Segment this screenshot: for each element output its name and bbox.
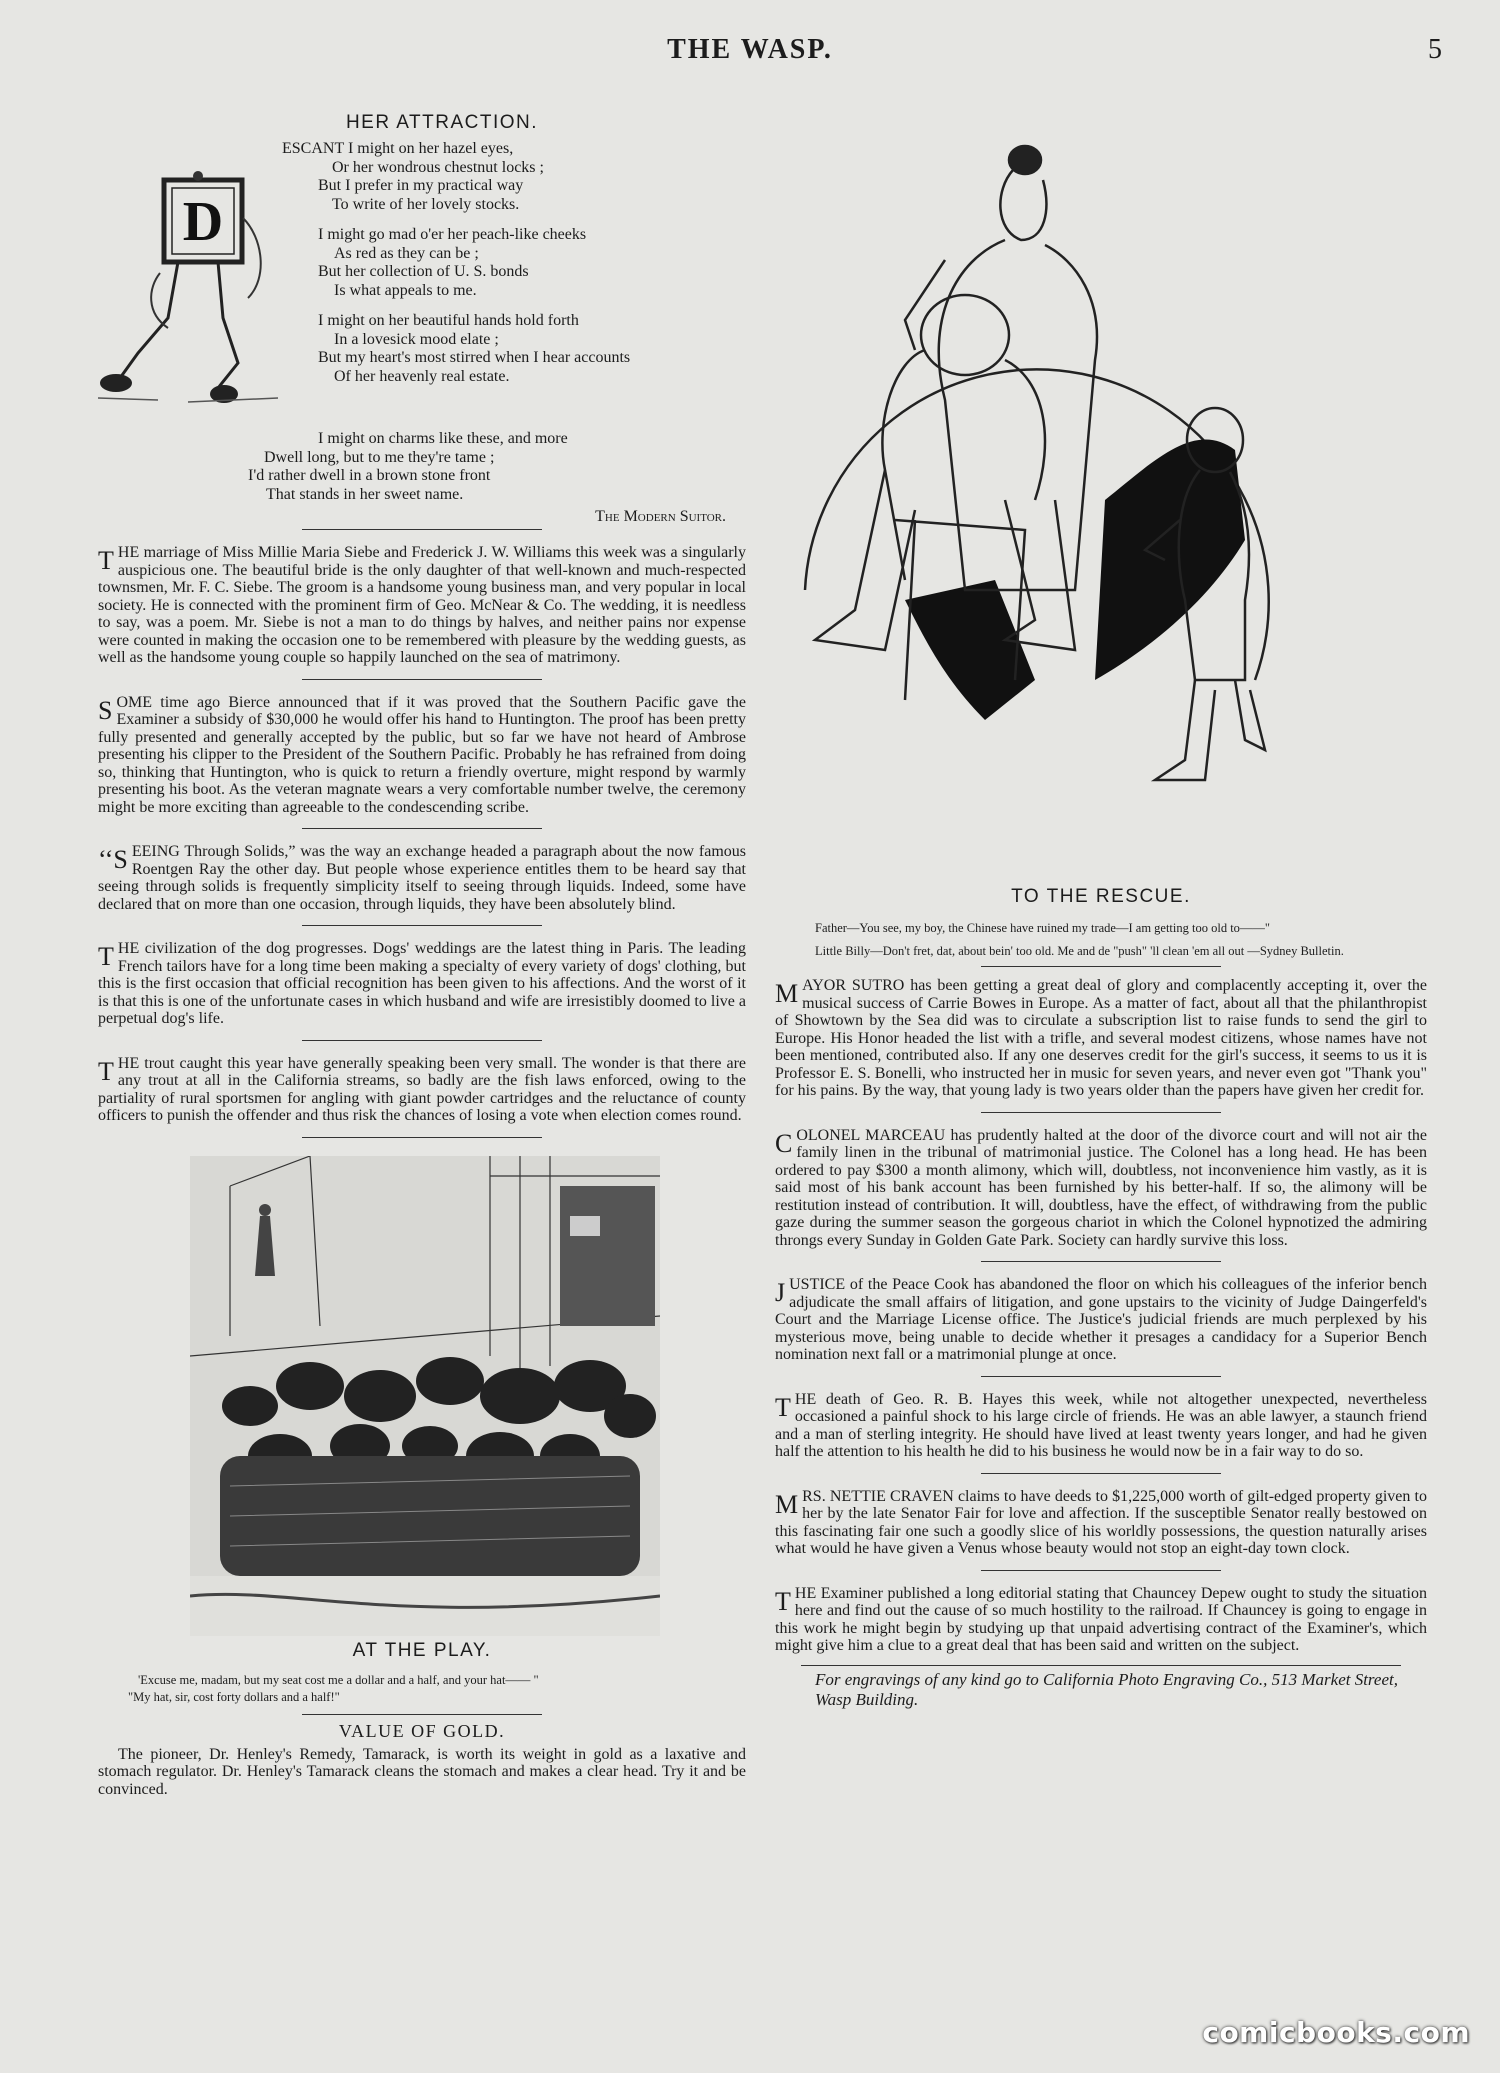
article-text: OLONEL MARCEAU has prudently halted at the door of the divorce court and will not air the family linen in the tribunal of matrimonial justice. The Colonel has a long head. He has been ordered to pay $300 a month alimony, which will, doubtless, not inconvenience him vastly, as it is said most of his bank account has been furnished by his better-half. If so, the alimony will be restitution instead of contribution. It will, doubtless, have the effect, of withdrawing from the public gaze during the summer season the gorgeous chariot in which the Colonel hypnotized the admiring throngs every Sunday in Golden Gate Park. Society can hardly survive this loss. [775, 1126, 1427, 1249]
site-watermark: comicbooks.com [1202, 2016, 1470, 2049]
drop-letter: T [775, 1586, 791, 1616]
drop-letter: ‘‘S [98, 845, 128, 874]
poem-line: But her collection of U. S. bonds [318, 263, 529, 280]
left-column [98, 112, 746, 1798]
article-text: HE trout caught this year have generally speaking been very small. The wonder is that there are any trout at all in the California streams, so badly are the fish laws enforced, owing to the partiality of rural sportsmen for angling with giant powder cartridges and the reluctance of county officers to punish the offender and thus risk the chances of losing a vote when election comes round. [98, 1054, 746, 1124]
poem-final-stanza [248, 430, 748, 527]
article-paragraph [775, 1391, 1427, 1461]
poem-stanza [282, 226, 742, 300]
poem-line: But my heart's most stirred when I hear accounts [318, 349, 631, 366]
poem-line: ESCANT I might on her hazel eyes, [282, 140, 514, 157]
poem-block [98, 140, 746, 525]
article-paragraph [98, 694, 746, 817]
article-text: RS. NETTIE CRAVEN claims to have deeds to $1,225,000 worth of gilt-edged property given to her by the late Senator Fair for love and affection. If the susceptible Senator really bestowed on this fascinating fair one such a goodly slice of his worldly possessions, the question naturally arises what would he have given a Venus whose beauty would not stop an eight-day town clock. [775, 1487, 1427, 1557]
article-text: USTICE of the Peace Cook has abandoned the floor on which his colleagues of the inferior bench adjudicate the small affairs of litigation, and gone upstairs to the vicinity of Judge Daingerfeld's Court and the Marriage License office. The Justice's judicial friends are much perplexed by his mysterious move, being unable to decide whether it presages a candidacy for a Superior Bench nomination next fall or a matrimonial plunge at once. [775, 1276, 1427, 1363]
poem-line: I might on charms like these, and more [318, 430, 568, 447]
poem-line: Or her wondrous chestnut locks ; [332, 158, 544, 176]
her-attraction-heading: HER ATTRACTION. [345, 112, 539, 133]
divider [302, 828, 542, 829]
divider [981, 966, 1221, 967]
value-of-gold-heading: VALUE OF GOLD. [338, 1720, 506, 1741]
article-paragraph [775, 977, 1427, 1100]
divider [302, 1137, 542, 1138]
drop-letter: T [775, 1392, 791, 1422]
divider [302, 1714, 542, 1715]
poem-signature: The Modern Suitor. [595, 508, 726, 525]
poem-line: I might go mad o'er her peach-like cheeks [318, 226, 587, 243]
to-the-rescue-illustration [775, 120, 1427, 890]
poem-line: I might on her beautiful hands hold forth [318, 312, 579, 329]
drop-letter: C [775, 1128, 793, 1158]
article-paragraph [98, 1055, 746, 1125]
frame-holder-figure [98, 148, 288, 408]
divider [302, 1040, 542, 1041]
divider [981, 1376, 1221, 1377]
article-paragraph [775, 1585, 1427, 1655]
article-paragraph [98, 544, 746, 667]
article-paragraph [775, 1488, 1427, 1558]
article-text: HE marriage of Miss Millie Maria Siebe and Frederick J. W. Williams this week was a singularly auspicious one. The beautiful bride is the only daughter of that well-known and much-respected townsmen, Mr. F. C. Siebe. The groom is a handsome young business man, and very popular in local society. He is connected with the prominent firm of Geo. McNear & Co. The wedding, it is needless to say, was a poem. Mr. Siebe is not a man to do things by halves, and neither pains nor expense were counted in making the occasion one to be remembered with pleasure by the wedding guests, as well as the handsome young couple so happily launched on the sea of matrimony. [98, 544, 746, 666]
article-text: EEING Through Solids,” was the way an exchange headed a paragraph about the now famous Roentgen Ray the other day. But people whose experience entitles them to be heard say that seeing through solids is frequently simplicity itself to seeing through liquids. Indeed, some have declared that on more than one occasion, through liquids, they have been absolutely blind. [98, 843, 746, 913]
divider [801, 1665, 1401, 1666]
poem-text [282, 140, 742, 398]
poem-stanza [282, 140, 742, 214]
father-son-cartoon [775, 120, 1427, 890]
divider [302, 925, 542, 926]
article-text: AYOR SUTRO has been getting a great deal of glory and complacently accepting it, over the musical success of Carrie Bowes in Europe. As a matter of fact, about all that the philanthropist of Showtown by the Sea did was to circulate a subscription list to raise funds to send the girl to Europe. His Honor headed the list with a trifle, and several modest citizens, whose names have not been mentioned, contributed also. If any one deserves credit for the girl's success, it seems to us it is Professor E. S. Bonelli, who instructed her in music for seven years, and never even got "Thank you" for his pains. By the way, that young lady is two years older than the papers have given her credit for. [775, 977, 1427, 1099]
drop-letter: T [98, 546, 114, 575]
poem-line: Of her heavenly real estate. [334, 367, 510, 385]
at-the-play-illustration [190, 1156, 660, 1636]
to-the-rescue-caption-1: Father—You see, my boy, the Chinese have ruined my trade—I am getting too old to——" [815, 921, 1271, 935]
divider [981, 1473, 1221, 1474]
at-the-play-heading: AT THE PLAY. [352, 1639, 492, 1661]
value-of-gold-text: The pioneer, Dr. Henley's Remedy, Tamarack, is worth its weight in gold as a laxative and stomach regulator. Dr. Henley's Tamarack cleans the stomach and makes a clear head. Try it and be convinced. [98, 1745, 746, 1798]
article-paragraph [98, 843, 746, 913]
right-column [775, 120, 1427, 1727]
poem-stanza [282, 312, 742, 386]
drop-letter: S [98, 695, 113, 725]
article-text: HE death of Geo. R. B. Hayes this week, while not altogether unexpected, nevertheless occasioned a painful shock to his large circle of friends. He was an able lawyer, a staunch friend and a man of sterling integrity. He should have lived at least twenty years longer, and had he given half the attention to his health he did to his business he would now be in a fair way to do so. [775, 1390, 1427, 1460]
article-paragraph [775, 1127, 1427, 1250]
poem-line: I'd rather dwell in a brown stone front [248, 467, 491, 484]
poem-line: In a lovesick mood elate ; [334, 330, 499, 348]
poem-line: As red as they can be ; [334, 244, 479, 262]
to-the-rescue-caption-2: Little Billy—Don't fret, dat, about bein' too old. Me and de "push" 'll clean 'em all out —Sydney Bulletin. [815, 944, 1344, 958]
at-the-play-caption-2: "My hat, sir, cost forty dollars and a half!" [128, 1689, 340, 1704]
drop-cap-letter: D [182, 191, 224, 253]
article-paragraph [98, 940, 746, 1028]
poem-line: But I prefer in my practical way [318, 177, 524, 194]
theater-audience-engraving [190, 1156, 660, 1636]
poem-line: Is what appeals to me. [334, 281, 477, 299]
poem-line: To write of her lovely stocks. [332, 195, 520, 213]
article-text: OME time ago Bierce announced that if it was proved that the Southern Pacific gave the Examiner a subsidy of $30,000 he would offer his hand to Huntington. The proof has been pretty fully presented and generally accepted by the public, but so far we have not heard of Ambrose presenting his clipper to the President of the Southern Pacific. Probably he has refrained from doing so, thinking that Huntington, who is quick to return a friendly overture, might respond by warmly presenting his boot. As the veteran magnate wears a very comfortable number twelve, the ceremony might be more exciting than agreeable to the condescending scribe. [98, 693, 746, 816]
divider [981, 1261, 1221, 1262]
article-text: HE Examiner published a long editorial stating that Chauncey Depew ought to study the situation here and find out the cause of so much hostility to the railroad. If Chauncey is going to engage in this work he might begin by studying up that unpaid advertising contract of the Examiner's, which might give him a clue to a great deal that has been said and written on the subject. [775, 1584, 1427, 1654]
masthead-title: THE WASP. [667, 34, 833, 65]
at-the-play-caption-1: 'Excuse me, madam, but my seat cost me a dollar and a half, and your hat—— " [138, 1672, 539, 1687]
poem-line: That stands in her sweet name. [266, 485, 464, 503]
divider [302, 529, 542, 530]
drop-cap-illustration [98, 148, 288, 408]
page-number: 5 [1428, 34, 1442, 65]
article-text: HE civilization of the dog progresses. Dogs' weddings are the latest thing in Paris. The leading French tailors have for a long time been making a specialty of every variety of dogs' clothing, but this is the first occasion that official recognition has been given to his affections. And the worst of it is that this is one of the unfortunate cases in which husband and wife are irresistibly doomed to live a perpetual dog's life. [98, 940, 746, 1027]
to-the-rescue-heading: TO THE RESCUE. [1011, 886, 1191, 907]
drop-letter: M [775, 1489, 799, 1519]
drop-letter: T [98, 942, 114, 971]
divider [981, 1112, 1221, 1113]
drop-letter: M [775, 979, 799, 1008]
drop-letter: T [98, 1056, 114, 1086]
divider [981, 1570, 1221, 1571]
engraving-advertisement: For engravings of any kind go to California Photo Engraving Co., 513 Market Street, Wasp Building. [815, 1669, 1398, 1709]
divider [302, 679, 542, 680]
article-paragraph [775, 1276, 1427, 1364]
poem-line: Dwell long, but to me they're tame ; [264, 448, 495, 466]
drop-letter: J [775, 1278, 786, 1307]
